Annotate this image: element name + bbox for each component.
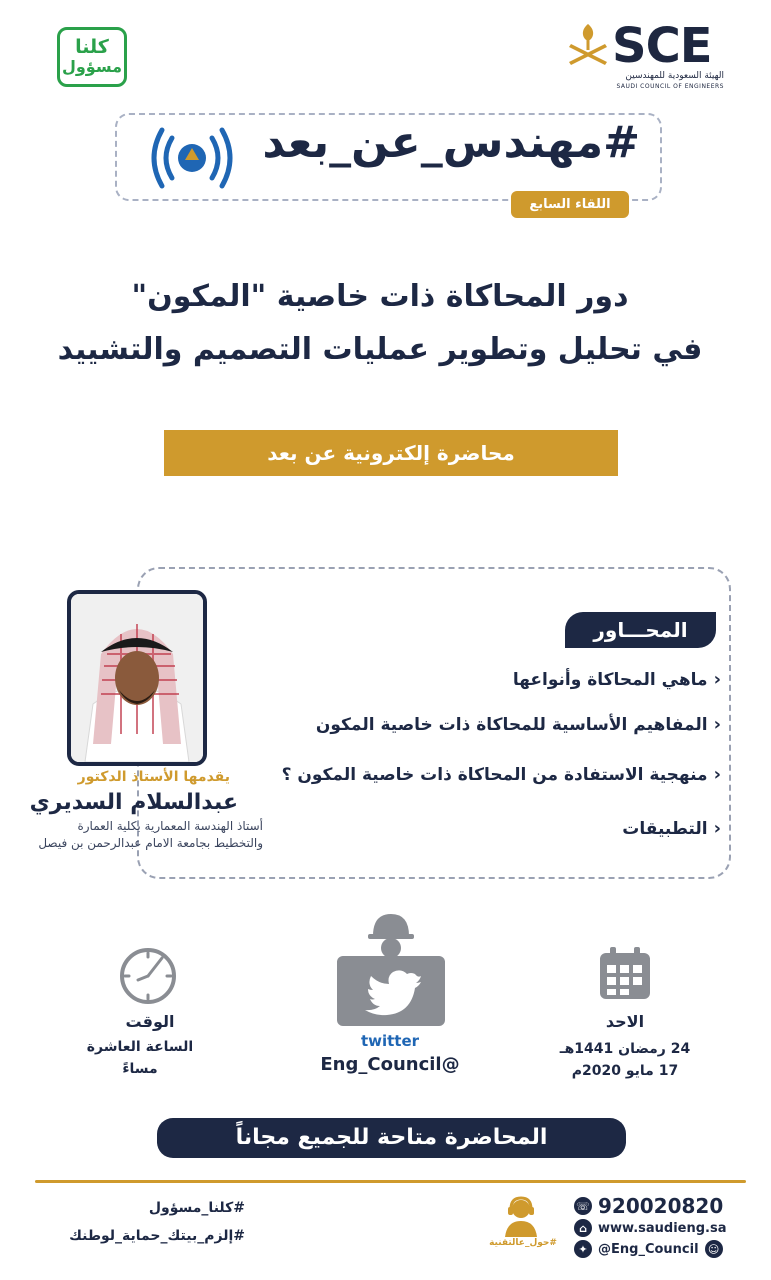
phone-icon: ☏ [574, 1197, 592, 1215]
lecture-type-banner: محاضرة إلكترونية عن بعد [164, 430, 618, 476]
time-label: الوقت [125, 1012, 175, 1031]
footer-hashtag-1: #كلنا_مسؤول [148, 1200, 245, 1216]
axis-item [201, 669, 721, 690]
day-label: الاحد [605, 1012, 645, 1031]
kollona-logo-line1: كلنا [75, 36, 109, 58]
contact-handle[interactable]: @Eng_Council [598, 1241, 699, 1257]
support-agent-icon [501, 1195, 541, 1237]
broadcast-icon [142, 122, 242, 194]
snapchat-icon: ☺ [705, 1240, 723, 1258]
axes-heading: المحـــاور [565, 612, 716, 648]
home-icon: ⌂ [574, 1219, 592, 1237]
sce-logo-text: SCE [612, 18, 712, 74]
contact-website[interactable]: www.saudieng.sa [598, 1220, 727, 1236]
axis-item [201, 714, 721, 735]
sce-logo-subtitle-ar: الهيئة السعودية للمهندسين [625, 71, 724, 81]
time-line1: الساعة العاشرة [86, 1039, 194, 1055]
twitter-icon: ✦ [574, 1240, 592, 1258]
axis-item-text: ماهي المحاكاة وأنواعها [512, 670, 708, 690]
contact-phone[interactable]: 920020820 [598, 1194, 724, 1218]
presented-by-label: يقدمها الأستاذ الدكتور [77, 769, 230, 785]
kollona-logo-line2: مسؤول [61, 57, 123, 76]
speaker-name: عبدالسلام السديري [29, 790, 238, 815]
saudi-emblem-icon [565, 22, 611, 68]
clock-icon [118, 946, 178, 1006]
chevron-left-icon: ‹ [713, 669, 721, 690]
contact-social-row [574, 1240, 754, 1258]
calendar-icon [598, 945, 652, 1001]
footer-hashtag-2: #إلزم_بيتك_حماية_لوطنك [69, 1228, 245, 1244]
meeting-number-badge: اللقاء السابع [511, 191, 629, 218]
speaker-description [0, 818, 263, 852]
support-caption: #حول_عالتقنية [489, 1238, 557, 1248]
footer-divider [35, 1180, 746, 1183]
hashtag-title: #مهندس_عن_بعد [262, 117, 640, 168]
date-gregorian: 17 مايو 2020م [571, 1063, 679, 1079]
engineer-laptop-twitter-icon [335, 910, 447, 1030]
chevron-left-icon: ‹ [713, 818, 721, 839]
platform-handle[interactable]: @Eng_Council [320, 1054, 460, 1075]
lecture-title-line1: دور المحاكاة ذات خاصية "المكون" [131, 279, 629, 314]
kollona-masool-logo [57, 27, 127, 87]
time-line2: مساءً [122, 1061, 158, 1077]
lecture-title-line2: في تحليل وتطوير عمليات التصميم والتشييد [57, 332, 703, 367]
contact-phone-row [574, 1194, 754, 1218]
axis-item [201, 818, 721, 839]
speaker-description-line2: والتخطيط بجامعة الامام عبدالرحمن بن فيصل [38, 836, 263, 850]
axis-item-text: التطبيقات [622, 819, 708, 839]
platform-label: twitter [360, 1032, 420, 1050]
axis-item-text: منهجية الاستفادة من المحاكاة ذات خاصية المكون ؟ [281, 765, 708, 785]
date-hijri: 24 رمضان 1441هـ [559, 1041, 691, 1057]
contact-website-row [574, 1219, 754, 1237]
chevron-left-icon: ‹ [713, 764, 721, 785]
sce-logo-subtitle-en: SAUDI COUNCIL OF ENGINEERS [616, 83, 724, 90]
speaker-description-line1: أستاذ الهندسة المعمارية بكلية العمارة [77, 819, 263, 833]
axis-item-text: المفاهيم الأساسية للمحاكاة ذات خاصية المكون [315, 715, 708, 735]
chevron-left-icon: ‹ [713, 714, 721, 735]
speaker-photo [67, 590, 207, 766]
axis-item [201, 764, 721, 785]
free-access-banner: المحاضرة متاحة للجميع مجاناً [157, 1118, 626, 1158]
